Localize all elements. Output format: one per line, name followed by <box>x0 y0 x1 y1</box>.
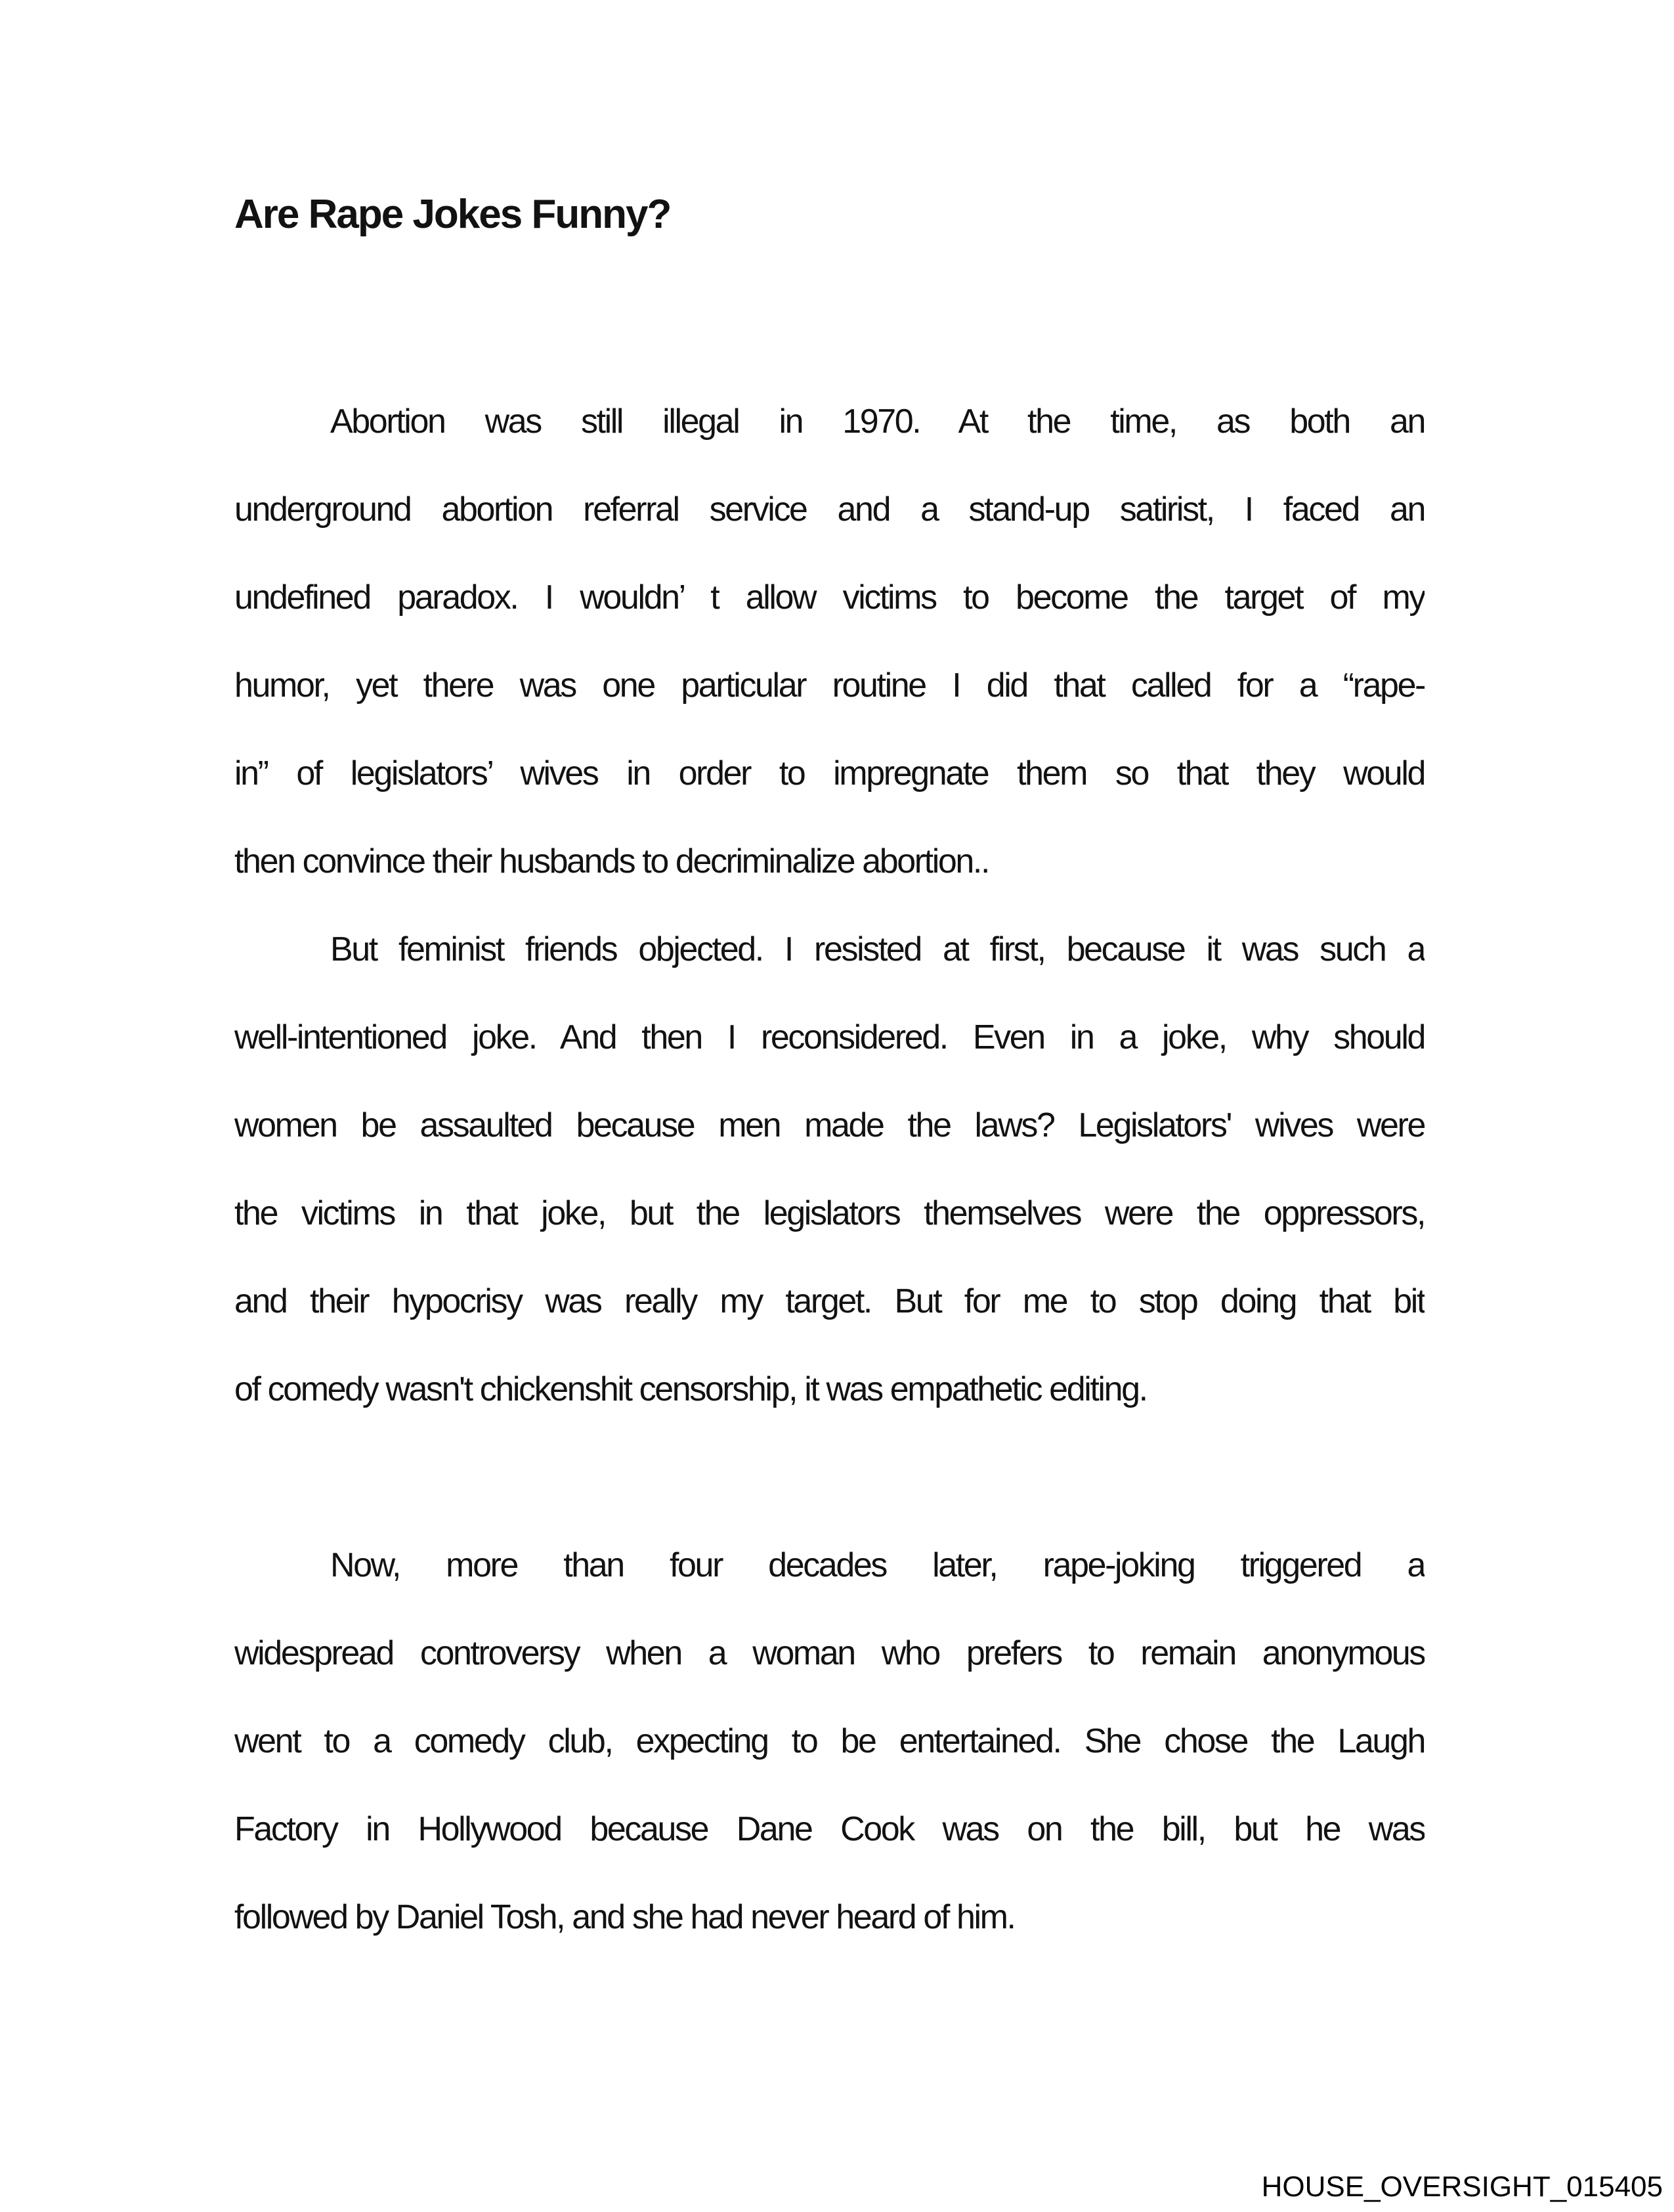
paragraph <box>234 378 1425 905</box>
paragraph <box>234 905 1425 1433</box>
bates-number: HOUSE_OVERSIGHT_015405 <box>1261 2171 1663 2203</box>
text-line: then convince their husbands to decriminalize abortion.. <box>234 842 989 880</box>
text-line: undefined paradox. I wouldn’ t allow victims to become the target of my <box>234 578 1425 617</box>
text-line: Now, more than four decades later, rape-joking triggered a <box>330 1546 1425 1584</box>
text-line: underground abortion referral service and a stand-up satirist, I faced an <box>234 490 1425 529</box>
text-line: Abortion was still illegal in 1970. At the time, as both an <box>330 402 1425 441</box>
paragraphs <box>234 378 1425 1961</box>
text-line: the victims in that joke, but the legislators themselves were the oppressors, <box>234 1194 1425 1232</box>
text-line: followed by Daniel Tosh, and she had never heard of him. <box>234 1898 1015 1936</box>
text-line: and their hypocrisy was really my target. But for me to stop doing that bit <box>234 1282 1425 1320</box>
text-line: well-intentioned joke. And then I reconsidered. Even in a joke, why should <box>234 1018 1425 1056</box>
text-line: women be assaulted because men made the laws? Legislators' wives were <box>234 1106 1425 1144</box>
text-line: went to a comedy club, expecting to be entertained. She chose the Laugh <box>234 1722 1425 1760</box>
text-line: in” of legislators’ wives in order to impregnate them so that they would <box>234 754 1425 792</box>
text-line: widespread controversy when a woman who prefers to remain anonymous <box>234 1634 1425 1672</box>
text-line: humor, yet there was one particular routine I did that called for a “rape- <box>234 666 1425 705</box>
paragraph <box>234 1521 1425 1961</box>
text-line: of comedy wasn't chickenshit censorship, it was empathetic editing. <box>234 1370 1147 1408</box>
text-line: Factory in Hollywood because Dane Cook was on the bill, but he was <box>234 1810 1425 1848</box>
document-title: Are Rape Jokes Funny? <box>234 192 671 237</box>
text-line: But feminist friends objected. I resisted at first, because it was such a <box>330 930 1425 968</box>
